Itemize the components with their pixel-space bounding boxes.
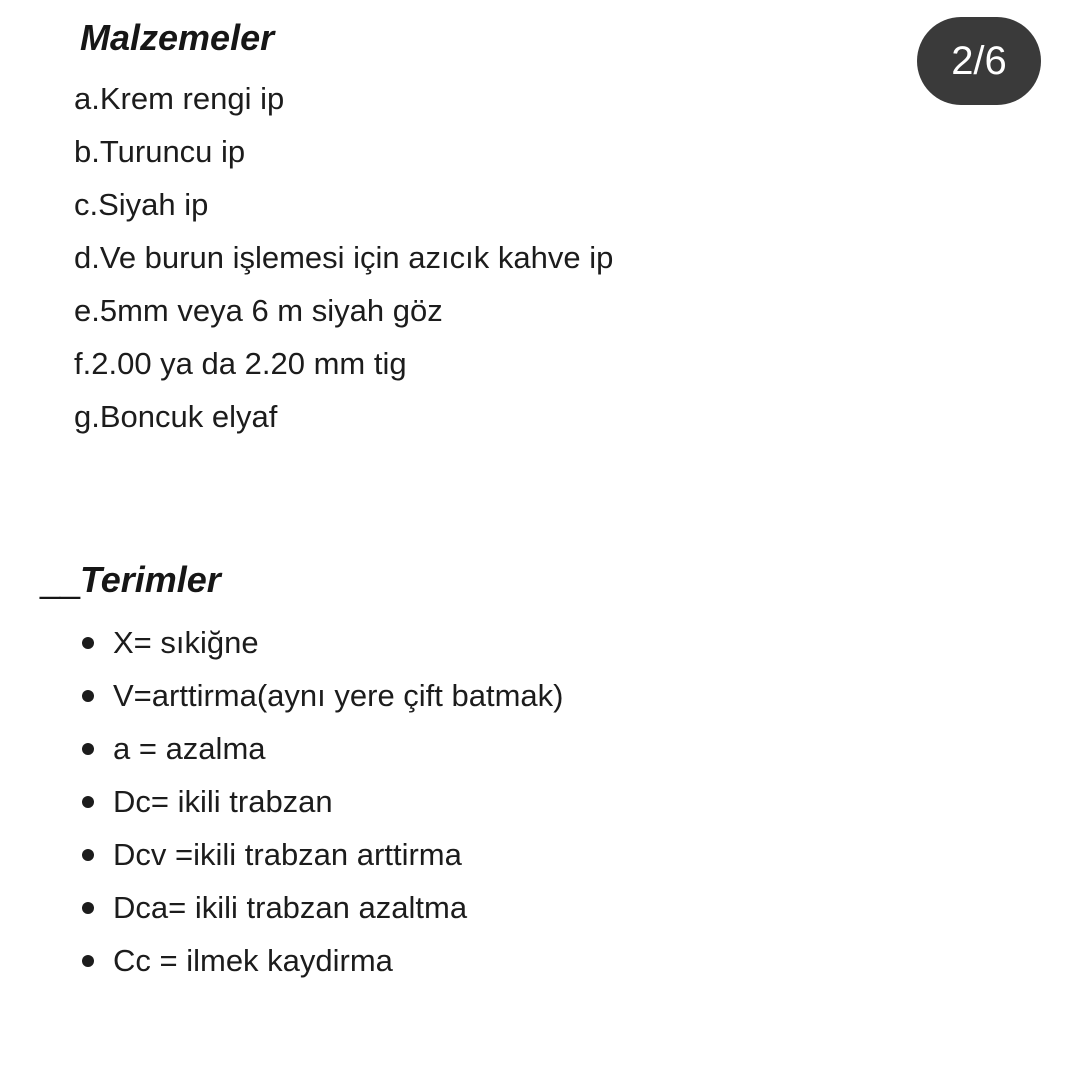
bullet-icon xyxy=(82,637,94,649)
terms-list xyxy=(80,616,564,987)
materials-item: g.Boncuk elyaf xyxy=(74,399,278,434)
bullet-icon xyxy=(82,796,94,808)
terms-item-text: Dc= ikili trabzan xyxy=(113,784,333,819)
terms-item-text: Dca= ikili trabzan azaltma xyxy=(113,890,468,925)
materials-item: e.5mm veya 6 m siyah göz xyxy=(74,293,443,328)
terms-item-text: X= sıkiğne xyxy=(113,625,259,660)
bullet-icon xyxy=(82,955,94,967)
terms-item xyxy=(80,616,564,669)
terms-item-text: V=arttirma(aynı yere çift batmak) xyxy=(113,678,564,713)
terms-item-text: a = azalma xyxy=(113,731,266,766)
materials-item: c.Siyah ip xyxy=(74,187,209,222)
materials-item: a.Krem rengi ip xyxy=(74,81,285,116)
page-indicator-badge: 2/6 xyxy=(917,17,1041,105)
terms-item-text: Dcv =ikili trabzan arttirma xyxy=(113,837,462,872)
terms-heading-prefix: __ xyxy=(40,559,81,600)
terms-item xyxy=(80,669,564,722)
terms-heading-text: Terimler xyxy=(80,559,221,600)
bullet-icon xyxy=(82,743,94,755)
terms-item xyxy=(80,828,564,881)
terms-item xyxy=(80,934,564,987)
terms-item xyxy=(80,881,564,934)
materials-heading: Malzemeler xyxy=(80,17,275,58)
terms-item-text: Cc = ilmek kaydirma xyxy=(113,943,393,978)
materials-item: d.Ve burun işlemesi için azıcık kahve ip xyxy=(74,240,614,275)
terms-heading xyxy=(40,560,221,600)
bullet-icon xyxy=(82,690,94,702)
bullet-icon xyxy=(82,849,94,861)
terms-item xyxy=(80,722,564,775)
materials-list xyxy=(74,72,613,443)
bullet-icon xyxy=(82,902,94,914)
materials-item: f.2.00 ya da 2.20 mm tig xyxy=(74,346,407,381)
materials-item: b.Turuncu ip xyxy=(74,134,246,169)
terms-item xyxy=(80,775,564,828)
